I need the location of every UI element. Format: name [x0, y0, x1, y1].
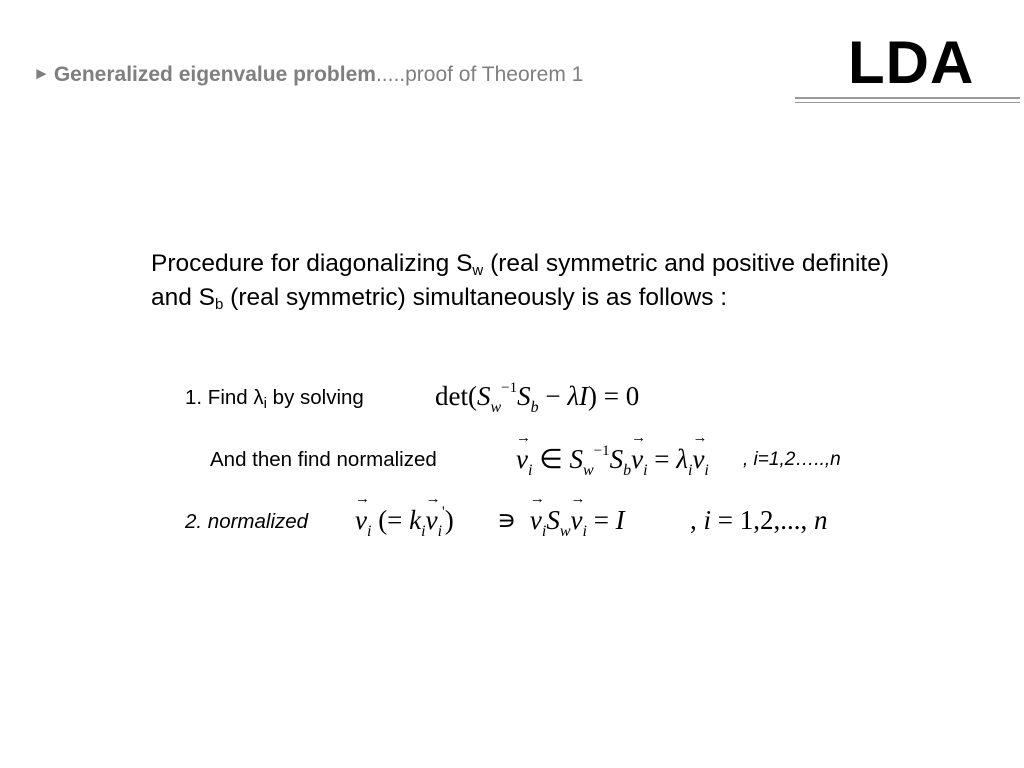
equation-index: , i = 1,2,..., n — [690, 505, 828, 535]
bullet-arrow-icon: ► — [33, 64, 50, 83]
step-1: 1. Find $\lambda_i$ by solving — [185, 386, 364, 412]
header-rule — [795, 97, 1020, 99]
equation-normalization: ∍ → $v_iS_w\to v_i = I$ — [497, 505, 625, 536]
procedure-paragraph: Procedure for diagonalizing $S_w$ (real symmetric and positive definite) and $S_b$ (real symmetric) simultaneously is as follows : — [151, 250, 890, 313]
slide-title — [33, 63, 583, 87]
index-range: , i=1,2…..,n — [743, 449, 841, 470]
lda-logo: LDA — [848, 29, 975, 96]
equation-det: $\det(S_w^{-1}S_b - \lambda I) = 0$ — [435, 380, 640, 416]
header-rule-thin — [795, 102, 1020, 103]
title-bold: Generalized eigenvalue problem — [53, 63, 376, 86]
step-2: 2. normalized — [185, 510, 309, 533]
title-rest: .....proof of Theorem 1 — [375, 63, 584, 86]
step-1b: And then find normalized — [210, 448, 437, 471]
equation-normalized-vector: → $v_i$ (= $k_i\to v_i'$) — [355, 505, 454, 536]
equation-eigenvector: → $v_i$ ∈ $S_w^{-1}S_b\to v_i = \lambda_i\to v_i$ — [516, 444, 709, 475]
